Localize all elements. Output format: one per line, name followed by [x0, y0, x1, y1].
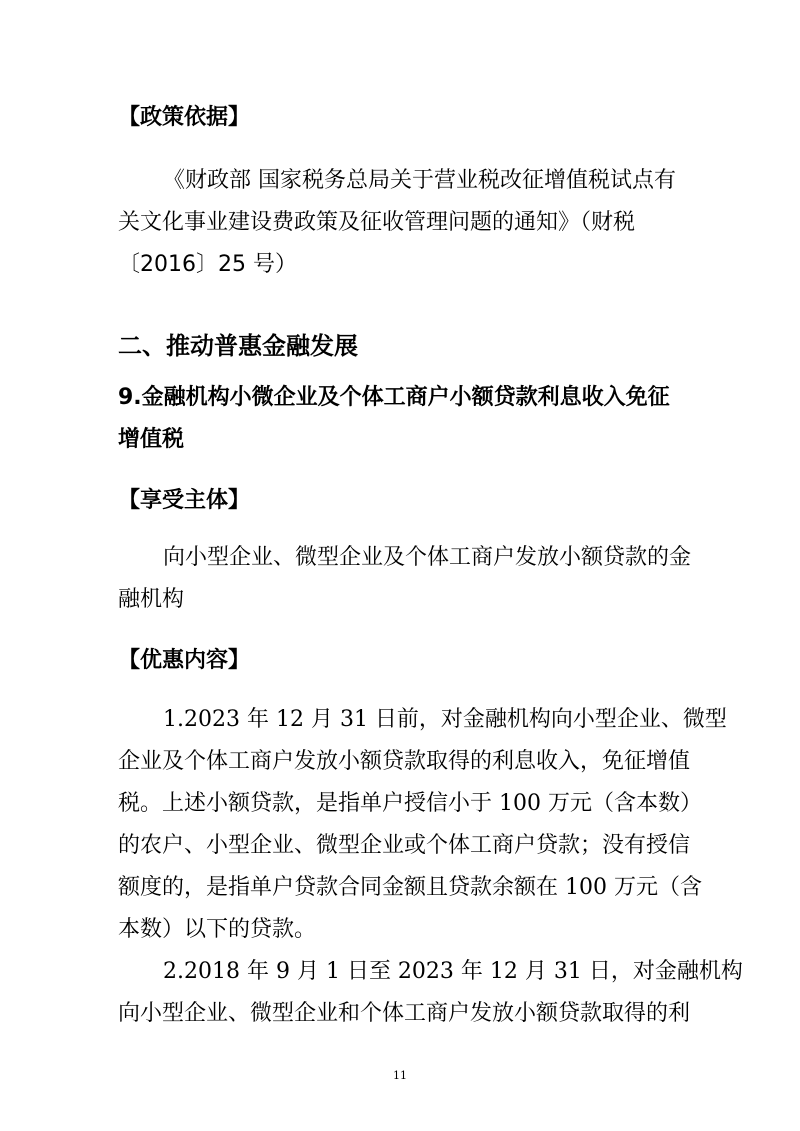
benefit-para1-line-3: 税。上述小额贷款，是指单户授信小于 100 万元（含本数） — [118, 791, 702, 816]
benefit-para2-line-1: 2.2018 年 9 月 1 日至 2023 年 12 月 31 日，对金融机构 — [163, 959, 743, 984]
benefit-para1-line-2: 企业及个体工商户发放小额贷款取得的利息收入，免征增值 — [118, 749, 691, 774]
benefit-para2-line-2: 向小型企业、微型企业和个体工商户发放小额贷款取得的利 — [118, 1001, 691, 1026]
policy-basis-line-3: 〔2016〕25 号） — [118, 252, 297, 277]
page-number: 11 — [393, 1069, 407, 1082]
benefit-para1-line-4: 的农户、小型企业、微型企业或个体工商户贷款；没有授信 — [118, 833, 691, 858]
benefit-para1-line-1: 1.2023 年 12 月 31 日前，对金融机构向小型企业、微型 — [163, 707, 727, 732]
benefit-para1-line-6: 本数）以下的贷款。 — [118, 917, 317, 942]
policy-basis-line-2: 关文化事业建设费政策及征收管理问题的通知》（财税 — [118, 210, 636, 235]
item9-title-line-2: 增值税 — [118, 427, 185, 452]
beneficiary-heading: 【享受主体】 — [118, 488, 251, 513]
section-title: 二、推动普惠金融发展 — [118, 332, 358, 360]
beneficiary-line-1: 向小型企业、微型企业及个体工商户发放小额贷款的金 — [163, 545, 692, 570]
policy-basis-heading: 【政策依据】 — [118, 105, 251, 130]
benefit-para1-line-5: 额度的，是指单户贷款合同金额且贷款余额在 100 万元（含 — [118, 875, 702, 900]
benefit-heading: 【优惠内容】 — [118, 648, 251, 673]
beneficiary-line-2: 融机构 — [118, 587, 185, 612]
item9-title-line-1: 9.金融机构小微企业及个体工商户小额贷款利息收入免征 — [118, 385, 670, 410]
policy-basis-line-1: 《财政部 国家税务总局关于营业税改征增值税试点有 — [163, 168, 676, 193]
